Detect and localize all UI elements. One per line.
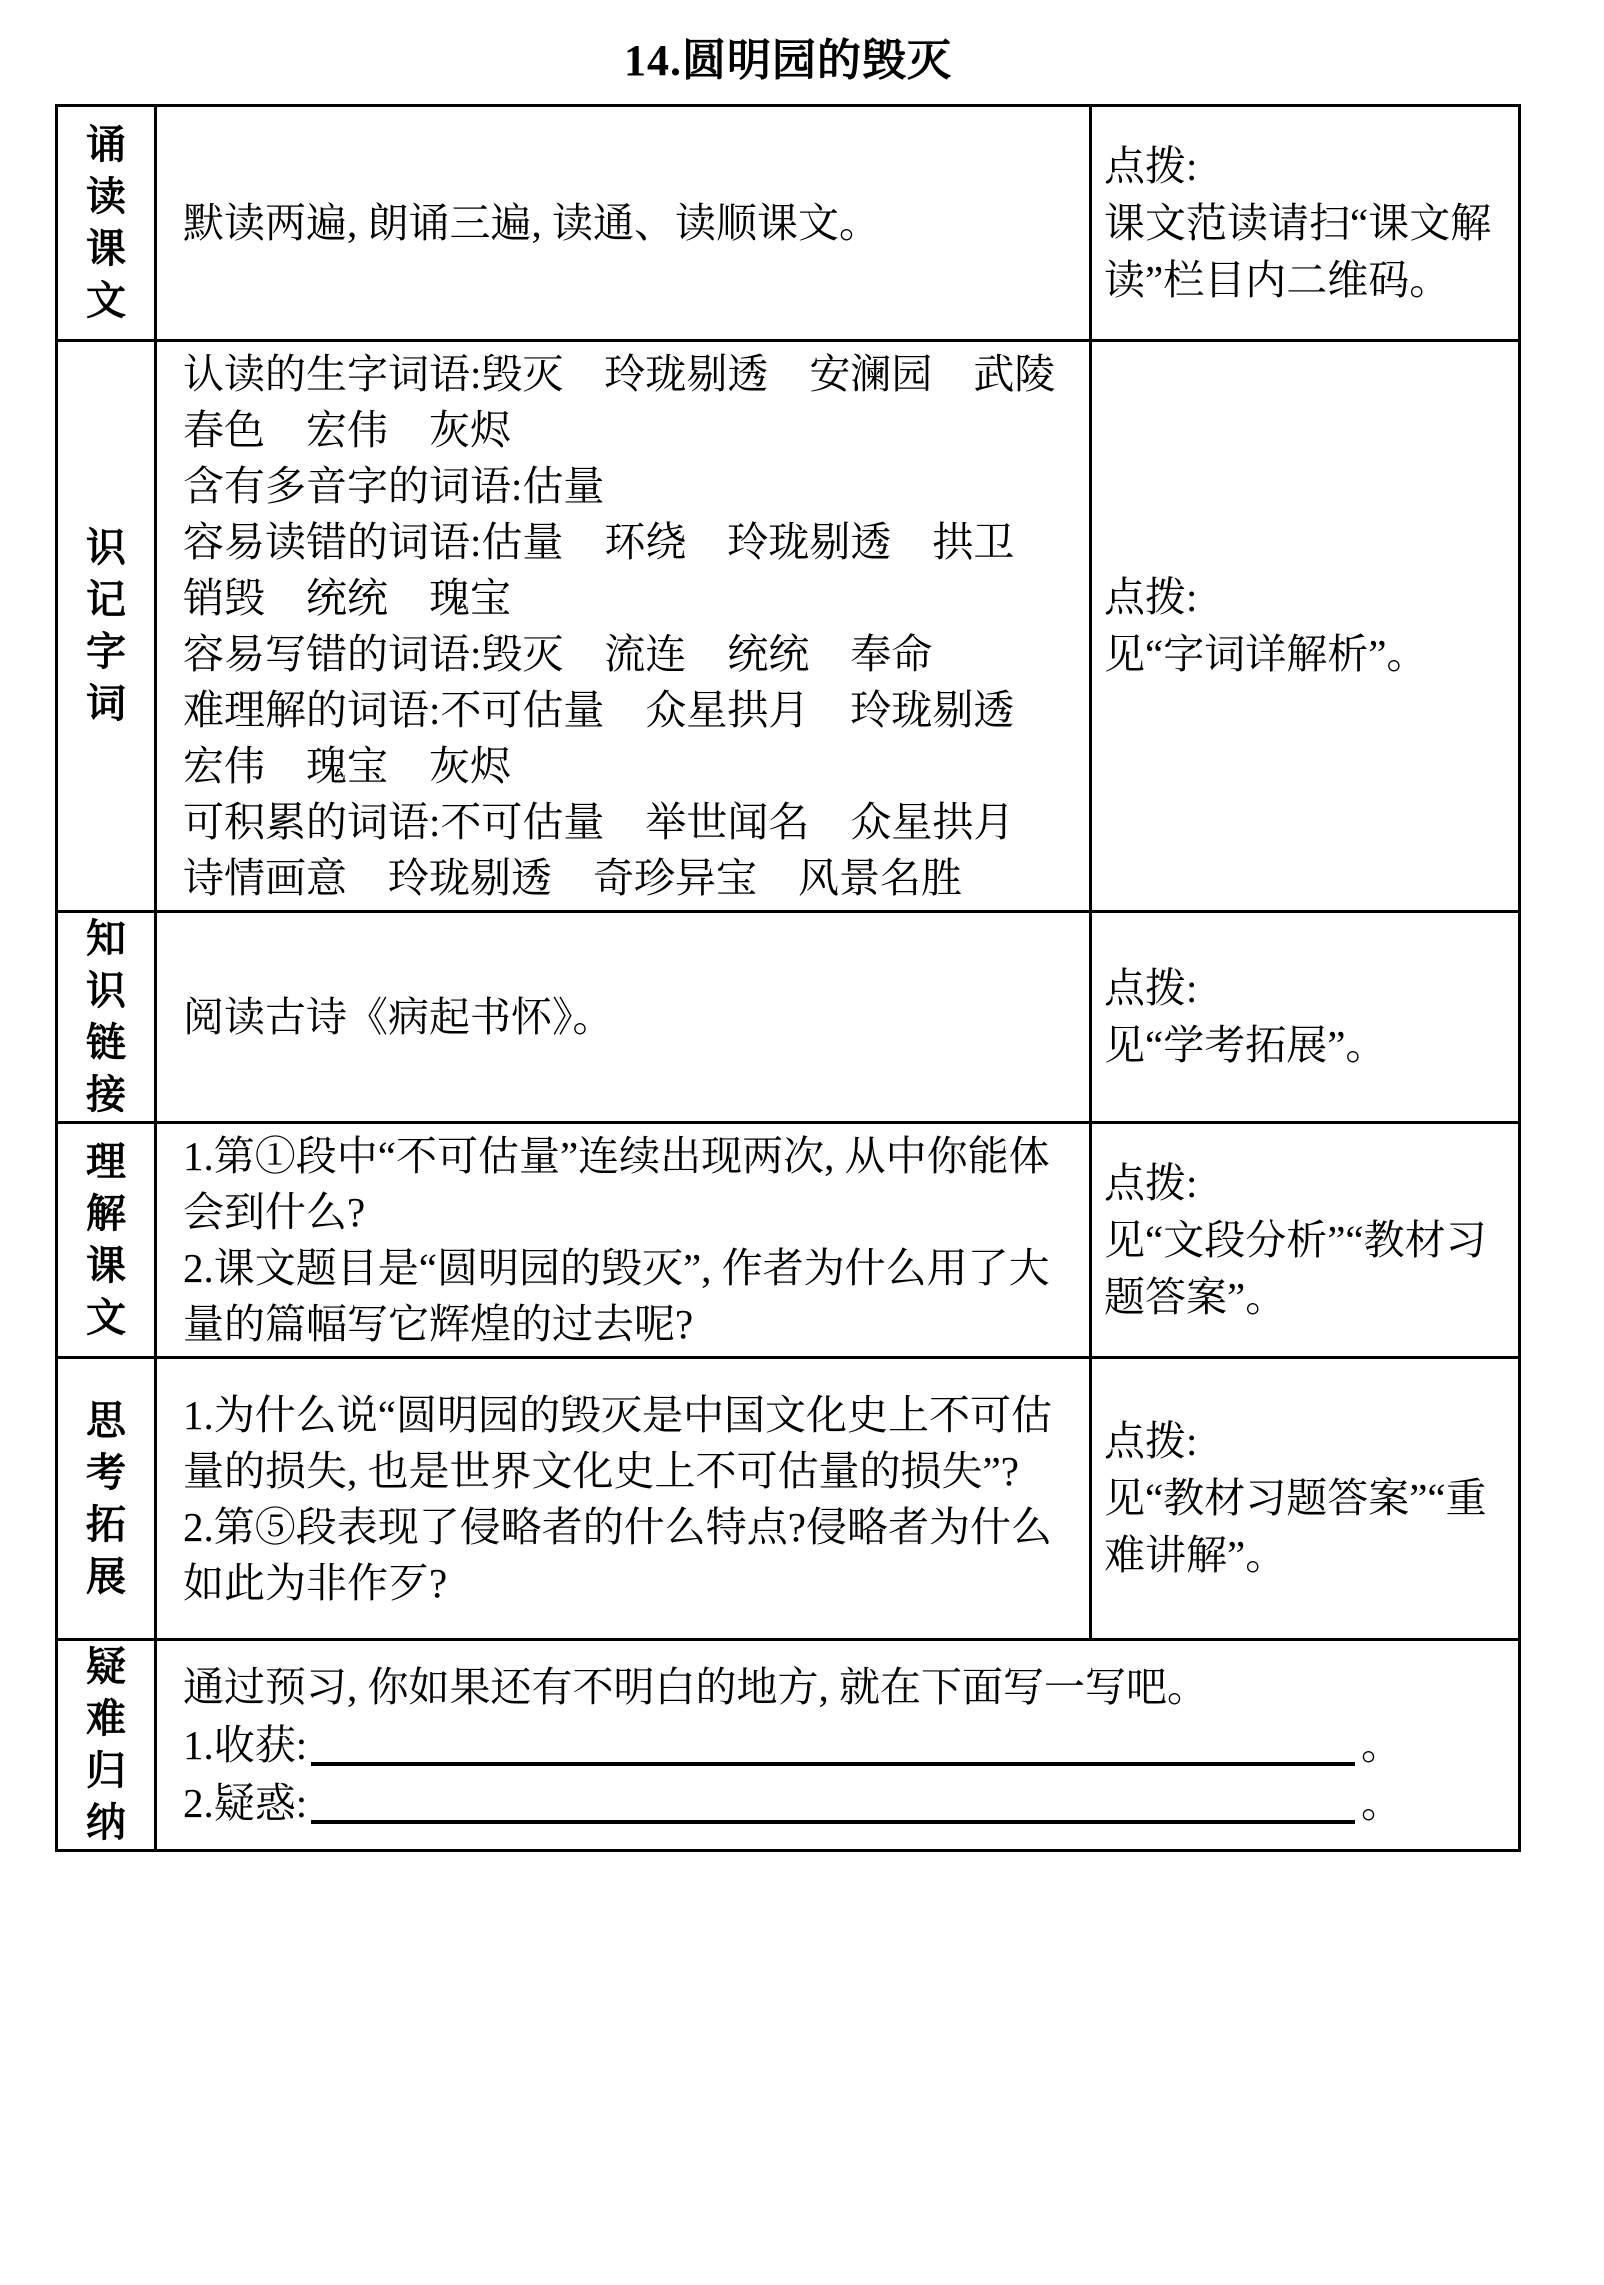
row-knowledge-link xyxy=(57,912,1520,1123)
tip-text: 见“文段分析”“教材习题答案”。 xyxy=(1104,1216,1487,1320)
tip-label: 点拨: xyxy=(1104,574,1198,620)
gain-label: 1.收获: xyxy=(183,1722,308,1768)
words-misread-list: 容易读错的词语:估量 环绕 玲珑剔透 拱卫 销毁 统统 瑰宝 xyxy=(183,519,1056,621)
thinking-content-cell xyxy=(156,1358,1091,1640)
words-hard-list: 难理解的词语:不可估量 众星拱月 玲珑剔透 宏伟 瑰宝 灰烬 xyxy=(183,687,1056,789)
knowledge-link-tip-cell xyxy=(1091,912,1520,1123)
tip-text: 见“字词详解析”。 xyxy=(1104,631,1428,677)
comprehension-tip-cell xyxy=(1091,1123,1520,1358)
comprehension-question-2: 2.课文题目是“圆明园的毁灭”, 作者为什么用了大量的篇幅写它辉煌的过去呢? xyxy=(183,1245,1050,1347)
thinking-question-2: 2.第⑤段表现了侵略者的什么特点?侵略者为什么如此为非作歹? xyxy=(183,1503,1052,1606)
doubt-write-line xyxy=(311,1779,1355,1824)
doubt-suffix: 。 xyxy=(1361,1780,1402,1826)
thinking-tip-cell xyxy=(1091,1358,1520,1640)
doubt-blank-row xyxy=(183,1773,1498,1831)
knowledge-link-instruction: 阅读古诗《病起书怀》。 xyxy=(183,994,614,1040)
doubt-label: 2.疑惑: xyxy=(183,1780,308,1826)
comprehension-content-cell xyxy=(156,1123,1091,1358)
gain-suffix: 。 xyxy=(1361,1722,1402,1768)
study-guide-table xyxy=(55,104,1521,1852)
row-header-thinking: 思考拓展 xyxy=(57,1358,156,1640)
worksheet-page xyxy=(0,24,1604,2285)
recite-instruction: 默读两遍, 朗诵三遍, 读通、读顺课文。 xyxy=(183,200,880,246)
row-header-comprehension: 理解课文 xyxy=(57,1123,156,1358)
tip-text: 见“教材习题答案”“重难讲解”。 xyxy=(1104,1475,1487,1578)
row-header-knowledge-link: 知识链接 xyxy=(57,912,156,1123)
tip-text: 课文范读请扫“课文解读”栏目内二维码。 xyxy=(1104,199,1492,303)
thinking-question-1: 1.为什么说“圆明园的毁灭是中国文化史上不可估量的损失, 也是世界文化史上不可估量的损失”? xyxy=(183,1391,1052,1494)
tip-label: 点拨: xyxy=(1104,1159,1198,1206)
page-title: 14.圆明园的毁灭 xyxy=(624,36,952,85)
comprehension-question-1: 1.第①段中“不可估量”连续出现两次, 从中你能体会到什么? xyxy=(183,1133,1050,1235)
row-header-words: 识记字词 xyxy=(57,341,156,912)
row-summary xyxy=(57,1640,1520,1851)
tip-text: 见“学考拓展”。 xyxy=(1104,1022,1387,1068)
words-content-cell xyxy=(156,341,1091,912)
words-read-list: 认读的生字词语:毁灭 玲珑剔透 安澜园 武陵春色 宏伟 灰烬 xyxy=(183,351,1056,453)
tip-label: 点拨: xyxy=(1104,1418,1198,1464)
words-accumulate-list: 可积累的词语:不可估量 举世闻名 众星拱月 诗情画意 玲珑剔透 奇珍异宝 风景名胜 xyxy=(183,799,1056,901)
row-header-summary: 疑难归纳 xyxy=(57,1640,156,1851)
tip-label: 点拨: xyxy=(1104,965,1198,1011)
words-miswrite-list: 容易写错的词语:毁灭 流连 统统 奉命 xyxy=(183,631,933,677)
tip-label: 点拨: xyxy=(1104,142,1198,189)
row-recite xyxy=(57,106,1520,341)
knowledge-link-content-cell xyxy=(156,912,1091,1123)
words-polyphone-list: 含有多音字的词语:估量 xyxy=(183,463,605,509)
row-comprehension xyxy=(57,1123,1520,1358)
recite-content-cell xyxy=(156,106,1091,341)
recite-tip-cell xyxy=(1091,106,1520,341)
row-thinking xyxy=(57,1358,1520,1640)
row-header-recite: 诵读课文 xyxy=(57,106,156,341)
row-words xyxy=(57,341,1520,912)
summary-content-cell xyxy=(156,1640,1520,1851)
summary-intro: 通过预习, 你如果还有不明白的地方, 就在下面写一写吧。 xyxy=(183,1664,1208,1710)
gain-blank-row xyxy=(183,1715,1498,1773)
gain-write-line xyxy=(311,1721,1355,1766)
words-tip-cell xyxy=(1091,341,1520,912)
